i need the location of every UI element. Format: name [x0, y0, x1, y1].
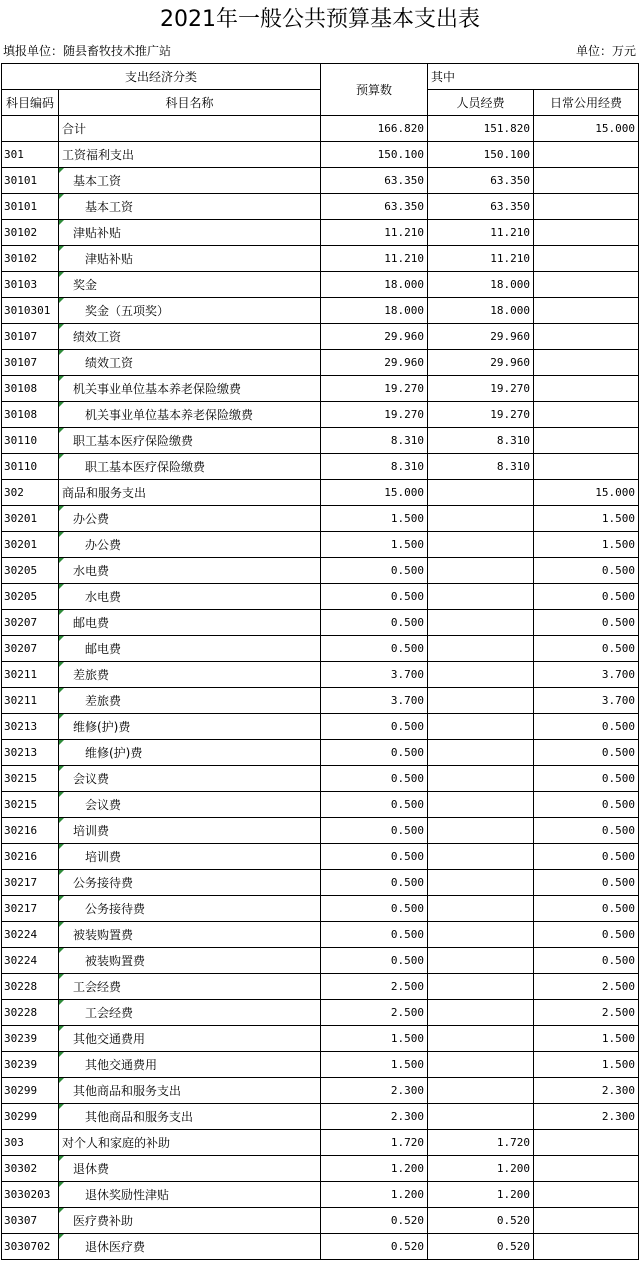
row-public: 3.700 [534, 688, 639, 714]
row-name: 工会经费 [59, 1000, 321, 1026]
table-row [2, 766, 639, 792]
table-row [2, 1000, 639, 1026]
row-budget: 11.210 [321, 220, 428, 246]
row-public [534, 1208, 639, 1234]
row-public [534, 168, 639, 194]
row-name: 对个人和家庭的补助 [59, 1130, 321, 1156]
table-row [2, 168, 639, 194]
row-name: 邮电费 [59, 610, 321, 636]
row-name: 办公费 [59, 532, 321, 558]
row-budget: 0.500 [321, 610, 428, 636]
row-code: 30103 [2, 272, 59, 298]
row-personnel: 8.310 [428, 428, 534, 454]
row-code: 30201 [2, 506, 59, 532]
table-row [2, 610, 639, 636]
row-public: 0.500 [534, 818, 639, 844]
row-budget: 2.300 [321, 1078, 428, 1104]
row-public [534, 194, 639, 220]
row-name: 培训费 [59, 818, 321, 844]
row-name: 其他交通费用 [59, 1052, 321, 1078]
table-row [2, 298, 639, 324]
row-name: 合计 [59, 116, 321, 142]
row-code: 303 [2, 1130, 59, 1156]
row-name: 维修(护)费 [59, 714, 321, 740]
row-budget: 3.700 [321, 688, 428, 714]
table-row [2, 272, 639, 298]
row-personnel [428, 610, 534, 636]
row-code: 30207 [2, 610, 59, 636]
header-budget: 预算数 [321, 64, 428, 116]
row-name: 水电费 [59, 558, 321, 584]
table-row [2, 1182, 639, 1208]
row-personnel: 151.820 [428, 116, 534, 142]
row-public [534, 454, 639, 480]
row-name: 津贴补贴 [59, 220, 321, 246]
row-code: 30102 [2, 246, 59, 272]
row-personnel: 1.200 [428, 1156, 534, 1182]
row-code: 30216 [2, 844, 59, 870]
row-name: 绩效工资 [59, 324, 321, 350]
row-budget: 0.500 [321, 740, 428, 766]
row-public: 15.000 [534, 480, 639, 506]
header-public: 日常公用经费 [534, 90, 639, 116]
row-budget: 1.500 [321, 532, 428, 558]
row-personnel: 18.000 [428, 298, 534, 324]
row-code: 30205 [2, 584, 59, 610]
row-code: 30213 [2, 740, 59, 766]
row-budget: 1.720 [321, 1130, 428, 1156]
row-code: 30215 [2, 792, 59, 818]
row-public: 0.500 [534, 636, 639, 662]
row-name: 基本工资 [59, 168, 321, 194]
row-budget: 0.520 [321, 1208, 428, 1234]
row-public: 1.500 [534, 532, 639, 558]
table-row [2, 844, 639, 870]
row-public [534, 376, 639, 402]
row-name: 公务接待费 [59, 896, 321, 922]
table-row [2, 1078, 639, 1104]
row-code: 30215 [2, 766, 59, 792]
row-code: 30224 [2, 948, 59, 974]
row-budget: 0.500 [321, 818, 428, 844]
row-public [534, 428, 639, 454]
row-personnel [428, 1052, 534, 1078]
row-budget: 11.210 [321, 246, 428, 272]
table-row [2, 740, 639, 766]
row-budget: 8.310 [321, 454, 428, 480]
table-row [2, 974, 639, 1000]
row-public: 0.500 [534, 922, 639, 948]
row-code: 30108 [2, 376, 59, 402]
row-public [534, 298, 639, 324]
row-public: 0.500 [534, 948, 639, 974]
row-name: 津贴补贴 [59, 246, 321, 272]
budget-table [1, 63, 639, 1260]
row-public [534, 1130, 639, 1156]
table-row [2, 376, 639, 402]
row-budget: 29.960 [321, 350, 428, 376]
row-personnel [428, 636, 534, 662]
row-public: 15.000 [534, 116, 639, 142]
report-meta [0, 40, 640, 62]
row-public: 0.500 [534, 870, 639, 896]
row-public: 0.500 [534, 896, 639, 922]
row-public: 2.500 [534, 974, 639, 1000]
row-personnel [428, 844, 534, 870]
row-budget: 3.700 [321, 662, 428, 688]
row-code: 302 [2, 480, 59, 506]
row-personnel [428, 1104, 534, 1130]
row-budget: 2.500 [321, 1000, 428, 1026]
row-code: 30110 [2, 454, 59, 480]
table-row [2, 194, 639, 220]
table-row [2, 220, 639, 246]
row-budget: 2.300 [321, 1104, 428, 1130]
table-row [2, 792, 639, 818]
row-code: 30108 [2, 402, 59, 428]
row-public [534, 1156, 639, 1182]
row-name: 会议费 [59, 792, 321, 818]
row-name: 差旅费 [59, 688, 321, 714]
row-personnel [428, 662, 534, 688]
table-row [2, 1052, 639, 1078]
row-code: 30102 [2, 220, 59, 246]
row-personnel: 19.270 [428, 402, 534, 428]
row-budget: 0.500 [321, 896, 428, 922]
table-row [2, 428, 639, 454]
row-name: 医疗费补助 [59, 1208, 321, 1234]
row-personnel: 11.210 [428, 246, 534, 272]
header-row-bottom [2, 90, 639, 116]
row-budget: 0.500 [321, 870, 428, 896]
row-public: 1.500 [534, 1052, 639, 1078]
row-personnel [428, 766, 534, 792]
row-name: 差旅费 [59, 662, 321, 688]
table-row [2, 1104, 639, 1130]
row-name: 被装购置费 [59, 948, 321, 974]
table-row [2, 714, 639, 740]
row-budget: 0.520 [321, 1234, 428, 1260]
table-row [2, 896, 639, 922]
row-personnel [428, 740, 534, 766]
table-row [2, 558, 639, 584]
row-code: 30205 [2, 558, 59, 584]
row-name: 绩效工资 [59, 350, 321, 376]
row-code: 30107 [2, 350, 59, 376]
table-row [2, 870, 639, 896]
row-personnel [428, 480, 534, 506]
row-public: 1.500 [534, 1026, 639, 1052]
row-public: 3.700 [534, 662, 639, 688]
row-public: 0.500 [534, 792, 639, 818]
row-budget: 63.350 [321, 168, 428, 194]
row-code: 30299 [2, 1104, 59, 1130]
row-name: 其他商品和服务支出 [59, 1078, 321, 1104]
row-code: 30307 [2, 1208, 59, 1234]
row-personnel [428, 974, 534, 1000]
row-name: 职工基本医疗保险缴费 [59, 454, 321, 480]
row-code: 30228 [2, 1000, 59, 1026]
row-code: 30217 [2, 896, 59, 922]
row-name: 工会经费 [59, 974, 321, 1000]
row-budget: 29.960 [321, 324, 428, 350]
row-code: 30228 [2, 974, 59, 1000]
row-name: 其他商品和服务支出 [59, 1104, 321, 1130]
row-public [534, 272, 639, 298]
header-personnel: 人员经费 [428, 90, 534, 116]
row-personnel: 18.000 [428, 272, 534, 298]
table-body [2, 116, 639, 1260]
row-name: 会议费 [59, 766, 321, 792]
row-public: 2.300 [534, 1104, 639, 1130]
row-code: 30201 [2, 532, 59, 558]
row-budget: 0.500 [321, 766, 428, 792]
row-personnel [428, 792, 534, 818]
table-row [2, 636, 639, 662]
table-row [2, 1156, 639, 1182]
row-name: 培训费 [59, 844, 321, 870]
row-code: 30101 [2, 168, 59, 194]
row-public: 2.500 [534, 1000, 639, 1026]
row-name: 机关事业单位基本养老保险缴费 [59, 402, 321, 428]
row-personnel [428, 896, 534, 922]
row-public: 0.500 [534, 844, 639, 870]
row-personnel [428, 688, 534, 714]
table-row [2, 1234, 639, 1260]
row-budget: 0.500 [321, 922, 428, 948]
row-name: 退休医疗费 [59, 1234, 321, 1260]
row-public: 0.500 [534, 558, 639, 584]
row-public: 0.500 [534, 610, 639, 636]
header-row-top [2, 64, 639, 90]
row-public [534, 350, 639, 376]
row-personnel [428, 1000, 534, 1026]
row-name: 维修(护)费 [59, 740, 321, 766]
header-among: 其中 [428, 64, 639, 90]
row-budget: 63.350 [321, 194, 428, 220]
row-budget: 150.100 [321, 142, 428, 168]
row-public [534, 220, 639, 246]
row-code: 30216 [2, 818, 59, 844]
row-name: 奖金（五项奖） [59, 298, 321, 324]
table-row [2, 324, 639, 350]
row-budget: 8.310 [321, 428, 428, 454]
row-name: 被装购置费 [59, 922, 321, 948]
row-personnel: 1.200 [428, 1182, 534, 1208]
currency-unit: 单位：万元 [575, 44, 636, 58]
row-budget: 19.270 [321, 402, 428, 428]
row-code: 3030203 [2, 1182, 59, 1208]
row-personnel [428, 1026, 534, 1052]
row-name: 公务接待费 [59, 870, 321, 896]
table-row [2, 142, 639, 168]
row-budget: 1.500 [321, 1052, 428, 1078]
row-code: 30302 [2, 1156, 59, 1182]
row-code: 30110 [2, 428, 59, 454]
row-personnel: 29.960 [428, 324, 534, 350]
row-budget: 1.500 [321, 506, 428, 532]
row-budget: 19.270 [321, 376, 428, 402]
row-public [534, 1182, 639, 1208]
row-budget: 0.500 [321, 792, 428, 818]
table-row [2, 454, 639, 480]
table-row [2, 1130, 639, 1156]
row-public [534, 402, 639, 428]
row-budget: 0.500 [321, 714, 428, 740]
row-personnel [428, 1078, 534, 1104]
filing-unit: 填报单位：随县畜牧技术推广站 [3, 44, 172, 58]
row-name: 其他交通费用 [59, 1026, 321, 1052]
table-row [2, 922, 639, 948]
table-row [2, 532, 639, 558]
row-budget: 0.500 [321, 636, 428, 662]
table-row [2, 402, 639, 428]
header-name: 科目名称 [59, 90, 321, 116]
row-public: 1.500 [534, 506, 639, 532]
row-public: 2.300 [534, 1078, 639, 1104]
row-public: 0.500 [534, 714, 639, 740]
row-code: 30101 [2, 194, 59, 220]
row-code: 3030702 [2, 1234, 59, 1260]
row-personnel: 11.210 [428, 220, 534, 246]
row-code: 301 [2, 142, 59, 168]
table-row [2, 948, 639, 974]
row-budget: 0.500 [321, 584, 428, 610]
row-budget: 166.820 [321, 116, 428, 142]
row-personnel: 1.720 [428, 1130, 534, 1156]
table-row [2, 116, 639, 142]
row-budget: 0.500 [321, 844, 428, 870]
row-code: 30239 [2, 1052, 59, 1078]
table-row [2, 480, 639, 506]
row-code: 30217 [2, 870, 59, 896]
row-personnel: 150.100 [428, 142, 534, 168]
row-public [534, 246, 639, 272]
row-personnel: 19.270 [428, 376, 534, 402]
header-category: 支出经济分类 [2, 64, 321, 90]
row-personnel: 8.310 [428, 454, 534, 480]
row-public: 0.500 [534, 740, 639, 766]
row-personnel [428, 558, 534, 584]
row-personnel: 63.350 [428, 194, 534, 220]
row-budget: 18.000 [321, 298, 428, 324]
row-personnel: 0.520 [428, 1208, 534, 1234]
table-row [2, 688, 639, 714]
row-budget: 2.500 [321, 974, 428, 1000]
table-row [2, 246, 639, 272]
row-code: 30239 [2, 1026, 59, 1052]
row-budget: 1.200 [321, 1156, 428, 1182]
table-row [2, 662, 639, 688]
row-name: 水电费 [59, 584, 321, 610]
row-personnel [428, 948, 534, 974]
row-name: 办公费 [59, 506, 321, 532]
row-name: 基本工资 [59, 194, 321, 220]
table-row [2, 1208, 639, 1234]
table-row [2, 818, 639, 844]
row-budget: 1.500 [321, 1026, 428, 1052]
page-title: 2021年一般公共预算基本支出表 [160, 7, 480, 32]
row-personnel: 0.520 [428, 1234, 534, 1260]
row-public [534, 142, 639, 168]
row-code: 30224 [2, 922, 59, 948]
row-personnel [428, 870, 534, 896]
row-personnel [428, 714, 534, 740]
row-name: 机关事业单位基本养老保险缴费 [59, 376, 321, 402]
row-public [534, 324, 639, 350]
row-code: 30107 [2, 324, 59, 350]
table-row [2, 1026, 639, 1052]
row-code [2, 116, 59, 142]
row-budget: 18.000 [321, 272, 428, 298]
row-code: 30207 [2, 636, 59, 662]
row-public: 0.500 [534, 584, 639, 610]
row-personnel: 29.960 [428, 350, 534, 376]
row-personnel [428, 818, 534, 844]
row-personnel [428, 506, 534, 532]
row-name: 退休奖励性津贴 [59, 1182, 321, 1208]
row-name: 邮电费 [59, 636, 321, 662]
row-personnel [428, 922, 534, 948]
row-name: 退休费 [59, 1156, 321, 1182]
row-budget: 0.500 [321, 558, 428, 584]
row-code: 30211 [2, 688, 59, 714]
row-name: 商品和服务支出 [59, 480, 321, 506]
table-row [2, 506, 639, 532]
row-name: 奖金 [59, 272, 321, 298]
header-code: 科目编码 [2, 90, 59, 116]
row-name: 工资福利支出 [59, 142, 321, 168]
row-public: 0.500 [534, 766, 639, 792]
table-row [2, 584, 639, 610]
row-code: 3010301 [2, 298, 59, 324]
row-budget: 1.200 [321, 1182, 428, 1208]
table-row [2, 350, 639, 376]
row-personnel [428, 532, 534, 558]
row-code: 30211 [2, 662, 59, 688]
row-budget: 15.000 [321, 480, 428, 506]
row-public [534, 1234, 639, 1260]
row-code: 30213 [2, 714, 59, 740]
row-name: 职工基本医疗保险缴费 [59, 428, 321, 454]
row-budget: 0.500 [321, 948, 428, 974]
row-personnel [428, 584, 534, 610]
row-code: 30299 [2, 1078, 59, 1104]
row-personnel: 63.350 [428, 168, 534, 194]
